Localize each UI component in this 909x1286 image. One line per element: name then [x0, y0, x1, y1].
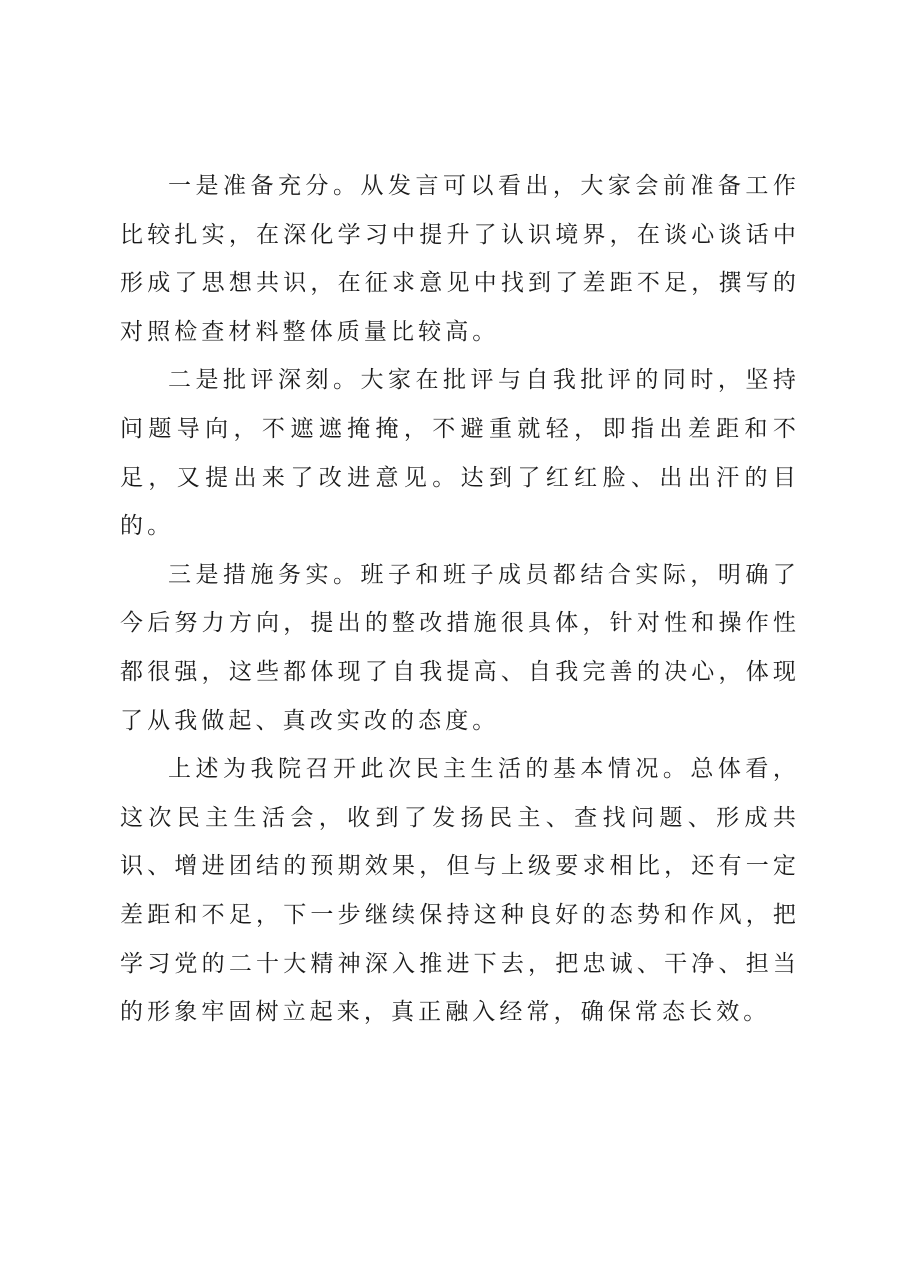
paragraph-summary: 上述为我院召开此次民主生活的基本情况。总体看，这次民主生活会，收到了发扬民主、查找问题、形成共识、增进团结的预期效果，但与上级要求相比，还有一定差距和不足，下一步继续保持这种良好的态势和作风，把学习党的二十大精神深入推进下去，把忠诚、干净、担当的形象牢固树立起来，真正融入经常，确保常态长效。	[120, 756, 800, 1026]
paragraph-measures: 三是措施务实。班子和班子成员都结合实际，明确了今后努力方向，提出的整改措施很具体，针对性和操作性都很强，这些都体现了自我提高、自我完善的决心，体现了从我做起、真改实改的态度。	[120, 561, 800, 734]
paragraph-criticism: 二是批评深刻。大家在批评与自我批评的同时，坚持问题导向，不遮遮掩掩，不避重就轻，即指出差距和不足，又提出来了改进意见。达到了红红脸、出出汗的目的。	[120, 367, 800, 540]
document-body	[120, 162, 800, 1037]
paragraph-preparation: 一是准备充分。从发言可以看出，大家会前准备工作比较扎实，在深化学习中提升了认识境界，在谈心谈话中形成了思想共识，在征求意见中找到了差距不足，撰写的对照检查材料整体质量比较高。	[120, 173, 800, 345]
